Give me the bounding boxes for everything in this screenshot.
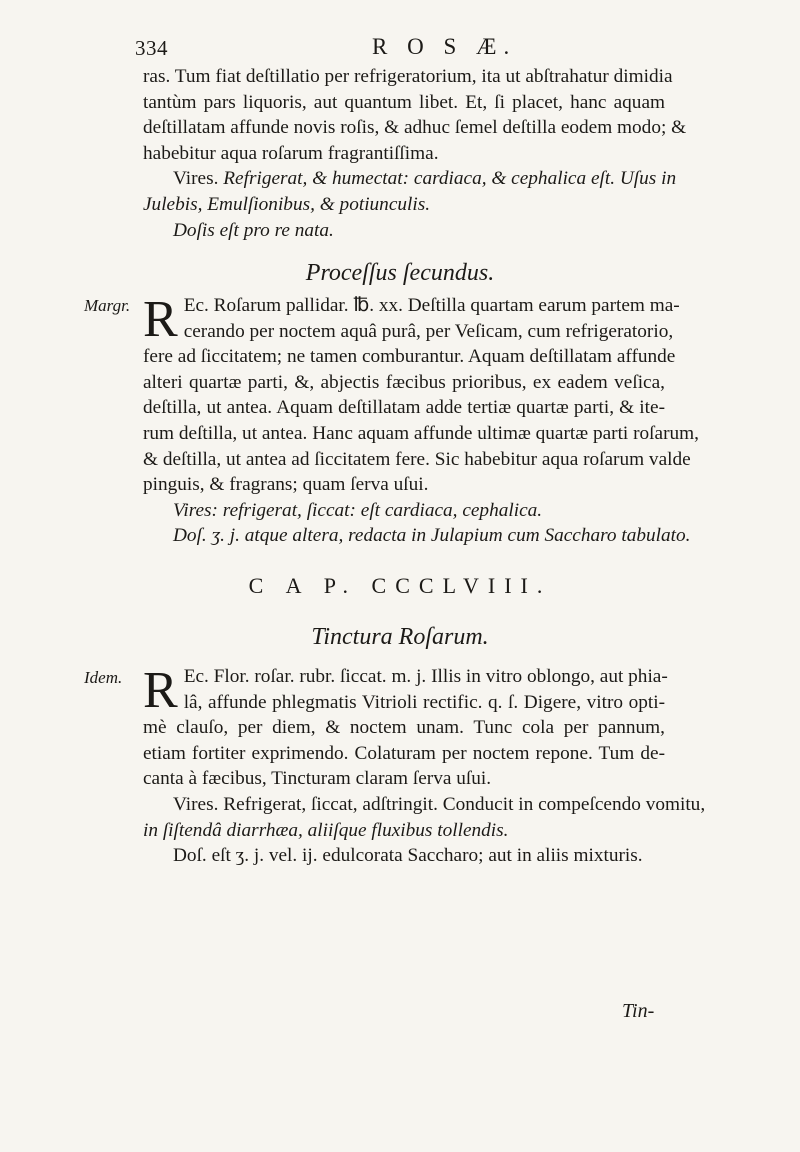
text-line: cerando per noctem aquâ purâ, per Veſicam, cum refrigeratorio, <box>183 320 674 342</box>
text-line: Ec. Roſarum pallidar. ℔. xx. Deſtilla quartam earum partem ma- <box>183 295 680 316</box>
margin-note: Margr. <box>84 296 131 315</box>
section-1 <box>143 64 687 243</box>
text-line: habebitur aqua roſarum fragrantiſſima. <box>143 142 439 164</box>
vires-line-2: in ſiſtendâ diarrhæa, aliiſque fluxibus tollendis. <box>143 819 509 841</box>
drop-cap: R <box>143 662 178 719</box>
text-line: ras. Tum fiat deſtillatio per refrigeratorium, ita ut abſtrahatur dimidia <box>143 66 673 87</box>
text-line: & deſtilla, ut antea ad ſiccitatem fere. Sic habebitur aqua roſarum valde <box>143 448 691 470</box>
text-line: fere ad ſiccitatem; ne tamen comburantur. Aquam deſtillatam affunde <box>143 346 676 368</box>
vires-line-2 <box>143 192 665 218</box>
section-3 <box>143 662 706 869</box>
dosis-line: Doſis eſt pro re nata. <box>173 219 334 241</box>
page-header <box>0 34 800 66</box>
section-2 <box>143 291 699 549</box>
vires-text-2: Julebis, Emulſionibus, & potiunculis. <box>143 193 431 215</box>
text-line: tantùm pars liquoris, aut quantum libet. Et, ſi placet, hanc aquam <box>143 91 665 113</box>
text-line: etiam fortiter exprimendo. Colaturam per noctem repone. Tum de- <box>143 742 665 764</box>
margin-note: Idem. <box>84 668 123 687</box>
section-heading: Tinctura Roſarum. <box>311 624 489 650</box>
dosis-line: Doſ. ʒ. j. atque altera, redacta in Julapium cum Saccharo tabulato. <box>173 525 691 547</box>
text-line: alteri quartæ parti, &, abjectis fæcibus prioribus, ex eadem veſica, <box>143 371 665 393</box>
text-line: deſtillatam affunde novis roſis, & adhuc ſemel deſtilla eodem modo; & <box>143 117 687 139</box>
text-line: pinguis, & fragrans; quam ſerva uſui. <box>143 474 429 496</box>
section-heading: Proceſſus ſecundus. <box>305 260 495 286</box>
vires-line: Vires: refrigerat, ſiccat: eſt cardiaca, cephalica. <box>173 499 543 521</box>
text-line: Ec. Flor. roſar. rubr. ſiccat. m. j. Illis in vitro oblongo, aut phia- <box>183 666 668 687</box>
text-line: mè clauſo, per diem, & noctem unam. Tunc cola per pannum, <box>143 717 665 739</box>
text-line: canta à fæcibus, Tincturam claram ſerva uſui. <box>143 768 492 790</box>
dosis-line: Doſ. eſt ʒ. j. vel. ij. edulcorata Saccharo; aut in aliis mixturis. <box>173 845 643 867</box>
chapter-heading: C A P. CCCLVIII. <box>248 573 552 598</box>
text-line: lâ, affunde phlegmatis Vitrioli rectific. q. ſ. Digere, vitro opti- <box>183 691 665 713</box>
text-line: rum deſtilla, ut antea. Hanc aquam affunde ultimæ quartæ parti roſarum, <box>143 422 699 444</box>
vires-line: Vires. Refrigerat, ſiccat, adſtringit. Conducit in compeſcendo vomitu, <box>173 793 706 815</box>
text-line: deſtilla, ut antea. Aquam deſtillatam adde tertiæ quartæ parti, & ite- <box>143 397 665 419</box>
vires-text: Refrigerat, & humectat: cardiaca, & cephalica eſt. Uſus in <box>223 168 677 190</box>
vires-line <box>143 166 677 192</box>
vires-label: Vires. <box>173 168 219 190</box>
drop-cap: R <box>143 291 178 348</box>
catchword: Tin- <box>622 1000 655 1022</box>
running-title: R O S Æ. <box>372 34 517 59</box>
page-number: 334 <box>135 36 168 60</box>
